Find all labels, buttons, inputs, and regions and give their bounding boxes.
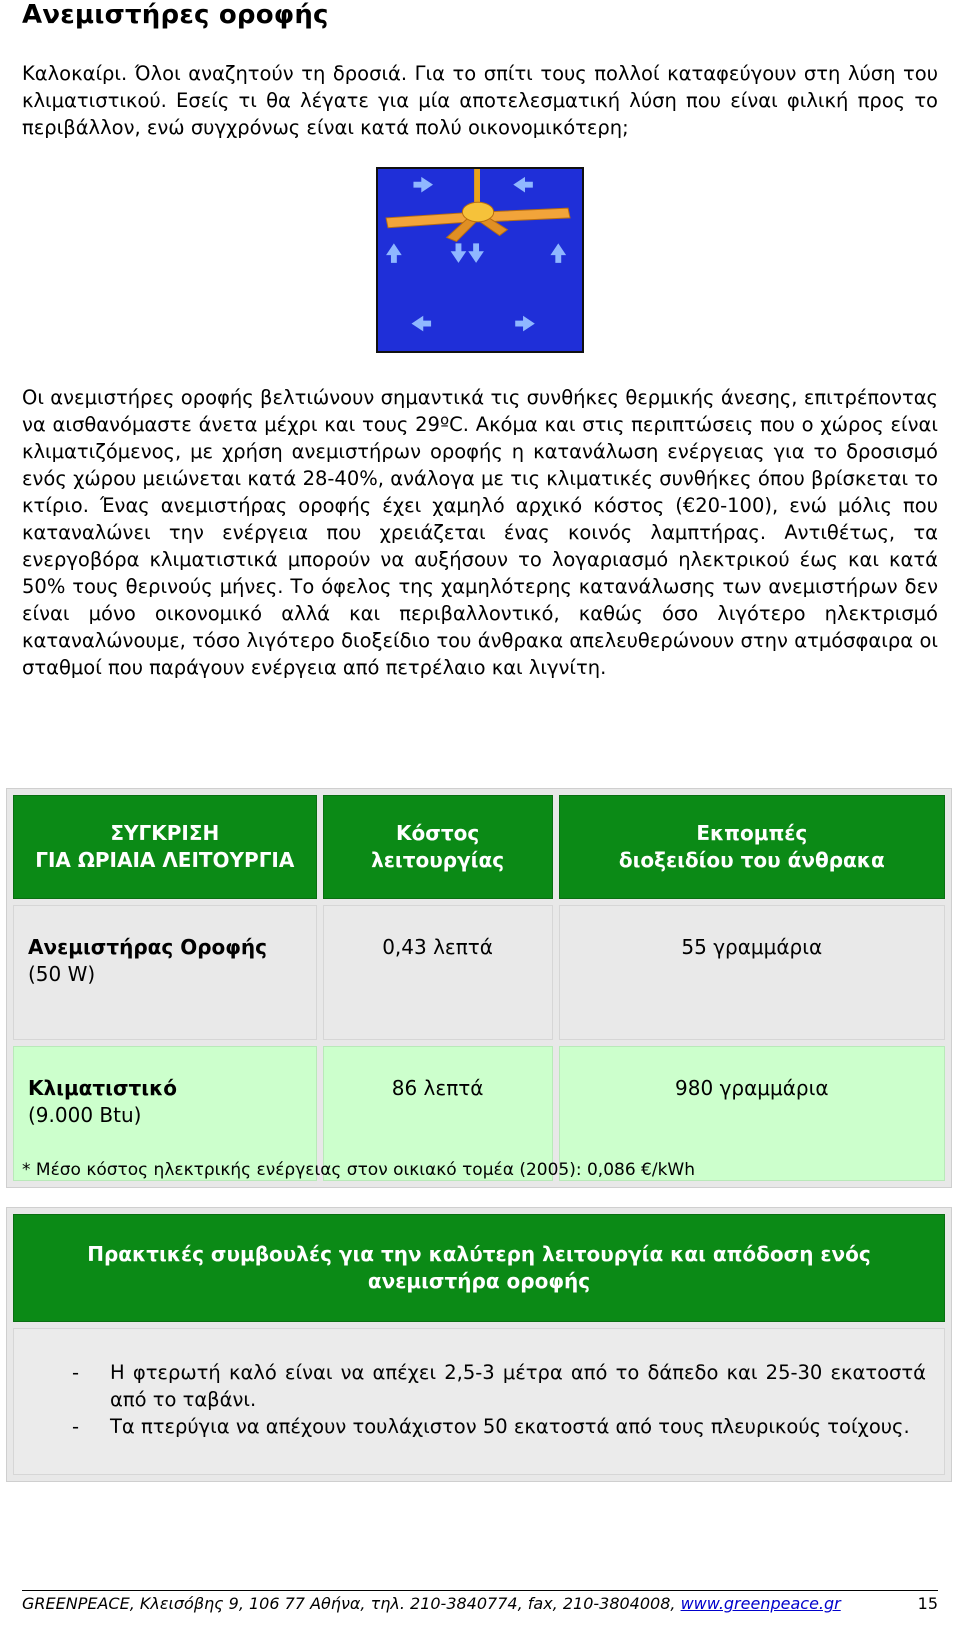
footnote: * Μέσο κόστος ηλεκτρικής ενέργειας στον οικιακό τομέα (2005): 0,086 €/kWh — [22, 1160, 696, 1180]
row-sub: (50 W) — [28, 962, 96, 986]
co2-cell: 55 γραμμάρια — [559, 905, 945, 1040]
footer-divider — [22, 1590, 938, 1591]
page-footer — [22, 1594, 938, 1613]
header-line: ΓΙΑ ΩΡΙΑΙΑ ΛΕΙΤΟΥΡΓΙΑ — [35, 848, 295, 872]
tips-box — [6, 1207, 952, 1482]
tip-text: Τα πτερύγια να απέχουν τουλάχιστον 50 εκατοστά από τους πλευρικούς τοίχους. — [110, 1415, 910, 1438]
list-item — [32, 1359, 926, 1413]
cost-cell: 0,43 λεπτά — [323, 905, 553, 1040]
header-line: λειτουργίας — [371, 848, 505, 872]
table-header-row — [13, 795, 945, 899]
main-paragraph: Οι ανεμιστήρες οροφής βελτιώνουν σημαντικά τις συνθήκες θερμικής άνεσης, επιτρέποντας να αισθανόμαστε άνετα μέχρι και τους 29ºC. Ακόμα και στις περιπτώσεις που ο χώρος είναι κλιματιζόμενος, με χρήση ανεμιστήρων οροφής η κατανάλωση ενέργειας για το δροσισμό ενός χώρου μειώνεται κατά 28-40%, ανάλογα με τις κλιματικές συνθήκες όπου βρίσκεται το κτίριο. Ένας ανεμιστήρας οροφής έχει χαμηλό αρχικό κόστος (€20-100), ενώ μόλις που καταναλώνει την ενέργεια που χρειάζεται ένας κοινός λαμπτήρας. Αντιθέτως, τα ενεργοβόρα κλιματιστικά μπορούν να αυξήσουν το λογαριασμό ηλεκτρικού έως και κατά 50% τους θερινούς μήνες. Το όφελος της χαμηλότερης κατανάλωσης των ανεμιστήρων δεν είναι μόνο οικονομικό αλλά και περιβαλλοντικό, καθώς όσο λιγότερο ηλεκτρισμό καταναλώνουμε, τόσο λιγότερο διοξείδιο του άνθρακα απελευθερώνουν στην ατμόσφαιρα οι σταθμοί που παράγουν ενέργεια από πετρέλαιο και λιγνίτη. — [22, 386, 938, 679]
page-number: 15 — [917, 1594, 938, 1613]
tips-list — [13, 1328, 945, 1475]
table-header — [559, 795, 945, 899]
tips-header-line: ανεμιστήρα οροφής — [367, 1269, 591, 1293]
table-row — [13, 905, 945, 1040]
header-line: Εκπομπές — [696, 821, 808, 845]
bullet-dash: - — [72, 1361, 80, 1384]
cost-cell: 86 λεπτά — [323, 1046, 553, 1181]
row-label — [13, 905, 317, 1040]
header-line: διοξειδίου του άνθρακα — [618, 848, 885, 872]
row-name: Κλιματιστικό — [28, 1076, 178, 1100]
co2-cell: 980 γραμμάρια — [559, 1046, 945, 1181]
tip-text: Η φτερωτή καλό είναι να απέχει 2,5-3 μέτρα από το δάπεδο και 25-30 εκατοστά από το ταβάνι. — [110, 1361, 926, 1411]
header-line: Κόστος — [396, 821, 480, 845]
row-sub: (9.000 Btu) — [28, 1103, 142, 1127]
row-name: Ανεμιστήρας Οροφής — [28, 935, 267, 959]
tips-header — [13, 1214, 945, 1322]
table-header — [13, 795, 317, 899]
comparison-table — [6, 788, 952, 1188]
header-line: ΣΥΓΚΡΙΣΗ — [110, 821, 220, 845]
tips-header-line: Πρακτικές συμβουλές για την καλύτερη λειτουργία και απόδοση ενός — [87, 1242, 871, 1266]
footer-address: GREENPEACE, Κλεισόβης 9, 106 77 Αθήνα, τηλ. 210-3840774, fax, 210-3804008, — [22, 1594, 676, 1613]
ceiling-fan-icon — [378, 169, 582, 351]
website-link[interactable]: www.greenpeace.gr — [680, 1594, 841, 1613]
table-header — [323, 795, 553, 899]
intro-paragraph: Καλοκαίρι. Όλοι αναζητούν τη δροσιά. Για το σπίτι τους πολλοί καταφεύγουν στη λύση του κλιματιστικού. Εσείς τι θα λέγατε για μία αποτελεσματική λύση που είναι φιλική προς το περιβάλλον, ενώ συγχρόνως είναι κατά πολύ οικονομικότερη; — [22, 62, 938, 139]
list-item — [32, 1413, 926, 1440]
page-title: Ανεμιστήρες οροφής — [22, 0, 329, 30]
bullet-dash: - — [72, 1415, 80, 1438]
ceiling-fan-illustration — [376, 167, 584, 353]
